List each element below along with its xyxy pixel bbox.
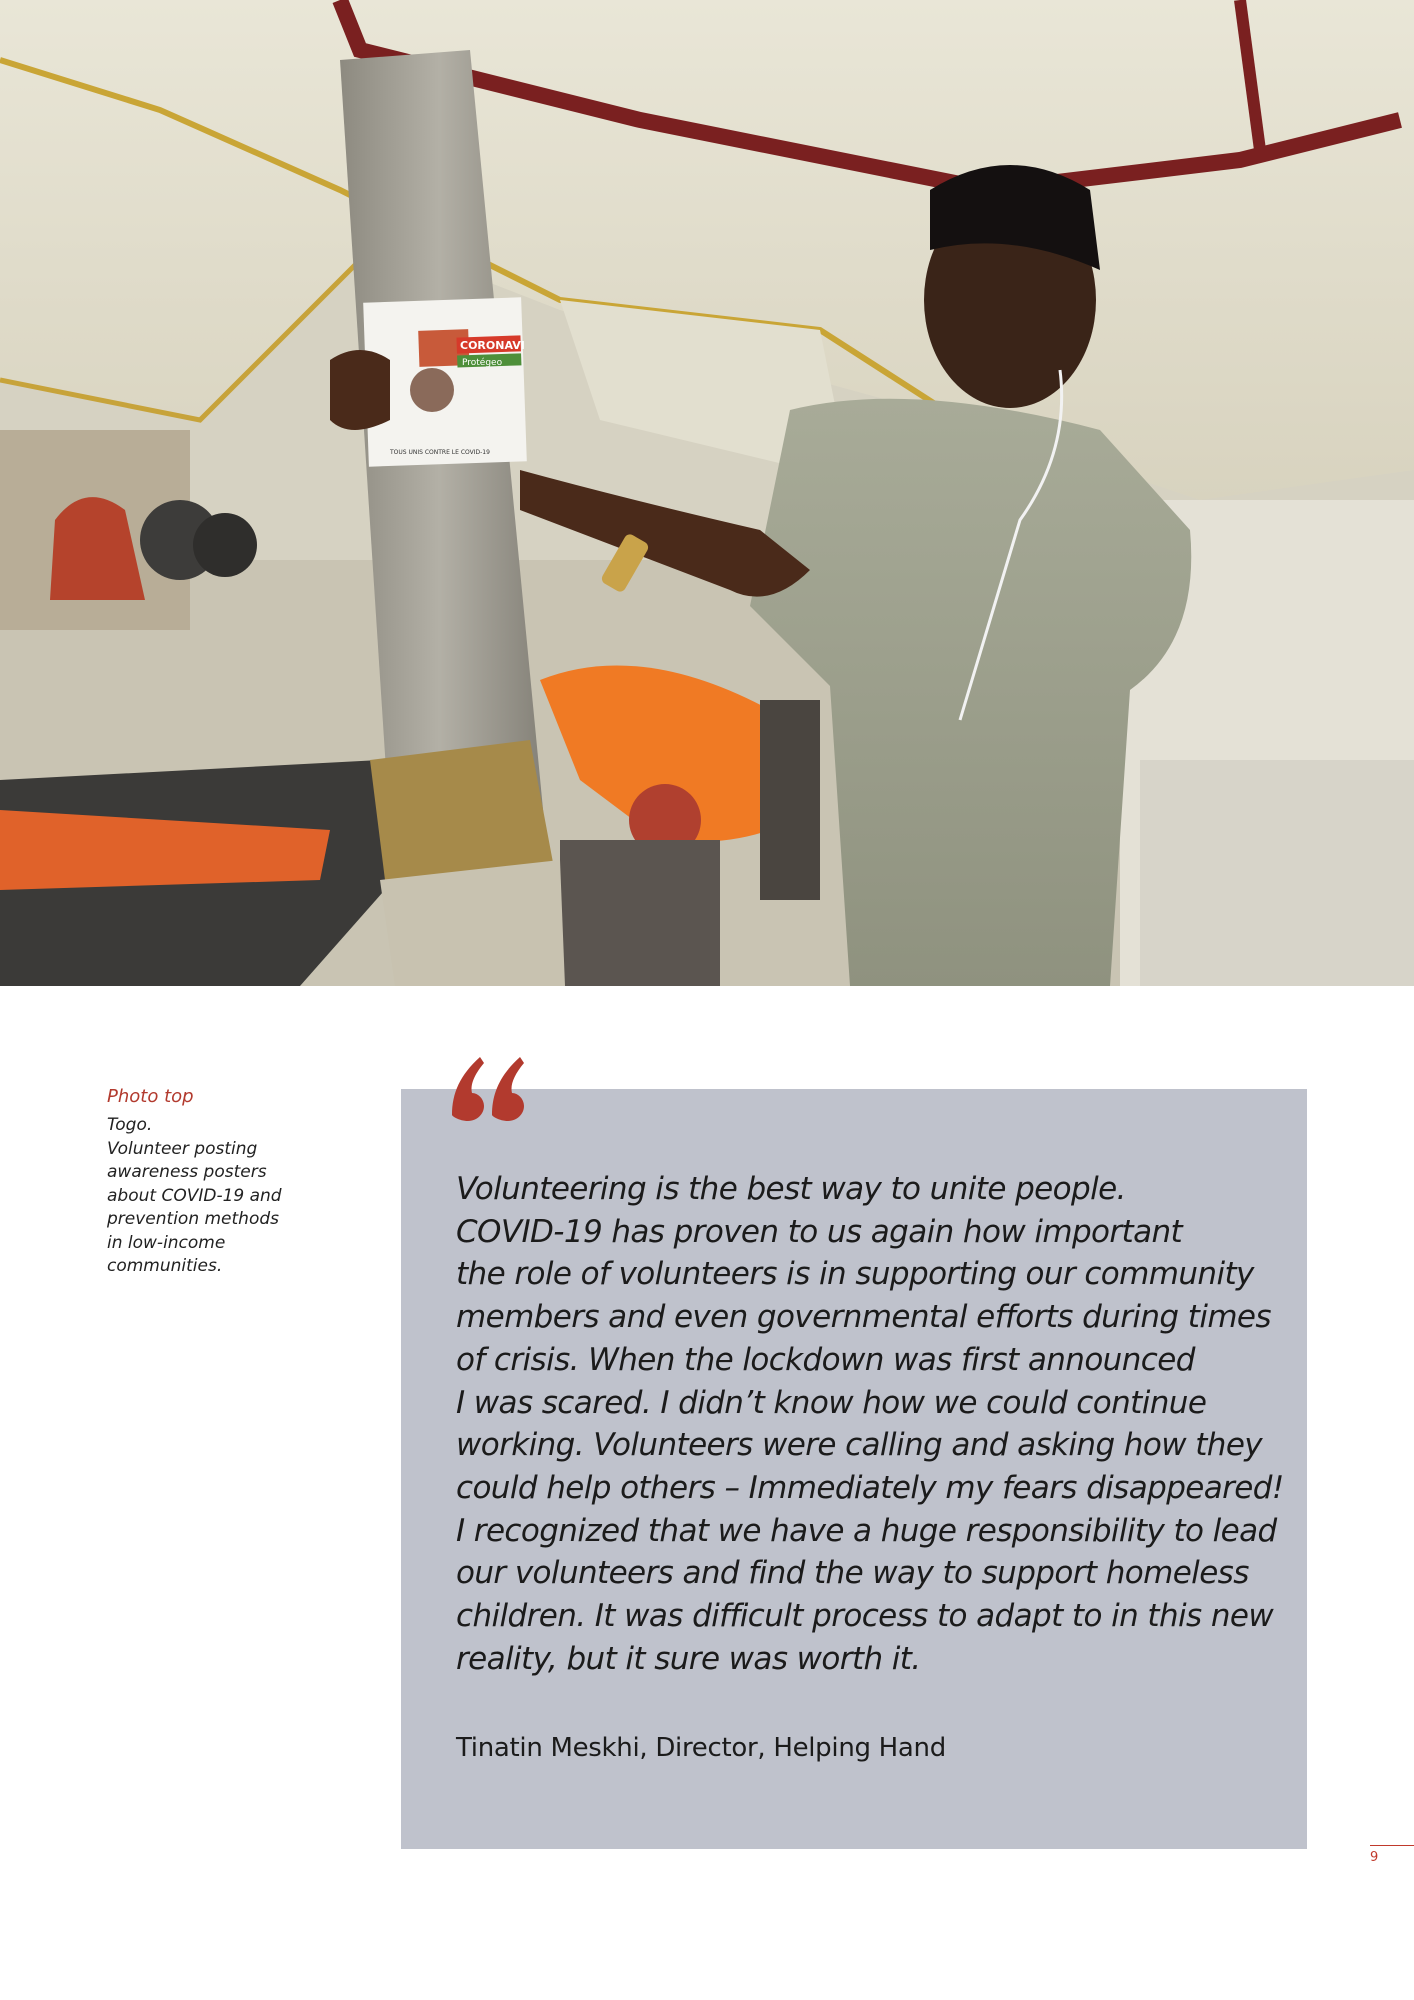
- quote-line: I was scared. I didn’t know how we could continue: [456, 1384, 1207, 1421]
- quote-text: [456, 1168, 1296, 1680]
- quote-line: the role of volunteers is in supporting our community: [456, 1256, 1254, 1293]
- quote-line: could help others – Immediately my fears disappeared!: [456, 1469, 1284, 1506]
- poster-headline: CORONAVI: [460, 339, 525, 352]
- quote-line: children. It was difficult process to adapt to in this new: [456, 1598, 1274, 1635]
- quote-line: reality, but it sure was worth it.: [456, 1640, 921, 1677]
- quote-line: our volunteers and find the way to support homeless: [456, 1555, 1249, 1592]
- quote-line: working. Volunteers were calling and asking how they: [456, 1427, 1263, 1464]
- caption-line: about COVID-19 and: [107, 1185, 282, 1206]
- caption-label: Photo top: [107, 1086, 194, 1107]
- quote-attribution: Tinatin Meskhi, Director, Helping Hand: [456, 1733, 946, 1763]
- cover-photo: [0, 0, 1414, 986]
- quote-line: Volunteering is the best way to unite people.: [456, 1171, 1126, 1207]
- page-number: 9: [1370, 1850, 1379, 1865]
- poster-footer: TOUS UNIS CONTRE LE COVID-19: [390, 449, 490, 456]
- quote-line: of crisis. When the lockdown was first announced: [456, 1341, 1195, 1378]
- poster-subheadline: Protégeo: [462, 358, 503, 368]
- caption-line: prevention methods: [107, 1209, 280, 1229]
- quotation-mark-icon: [448, 1045, 528, 1125]
- quote-line: COVID-19 has proven to us again how important: [456, 1213, 1183, 1250]
- quote-line: members and even governmental efforts during times: [456, 1299, 1271, 1336]
- photo-caption: [107, 1084, 307, 1279]
- caption-line: communities.: [107, 1256, 223, 1276]
- caption-line: Volunteer posting: [107, 1138, 258, 1159]
- caption-line: in low-income: [107, 1232, 226, 1253]
- quote-line: I recognized that we have a huge responsibility to lead: [456, 1512, 1277, 1549]
- caption-line: awareness posters: [107, 1162, 267, 1182]
- photo-illustration: [0, 0, 1414, 986]
- page-number-rule: [1370, 1845, 1414, 1846]
- caption-line: Togo.: [107, 1115, 153, 1135]
